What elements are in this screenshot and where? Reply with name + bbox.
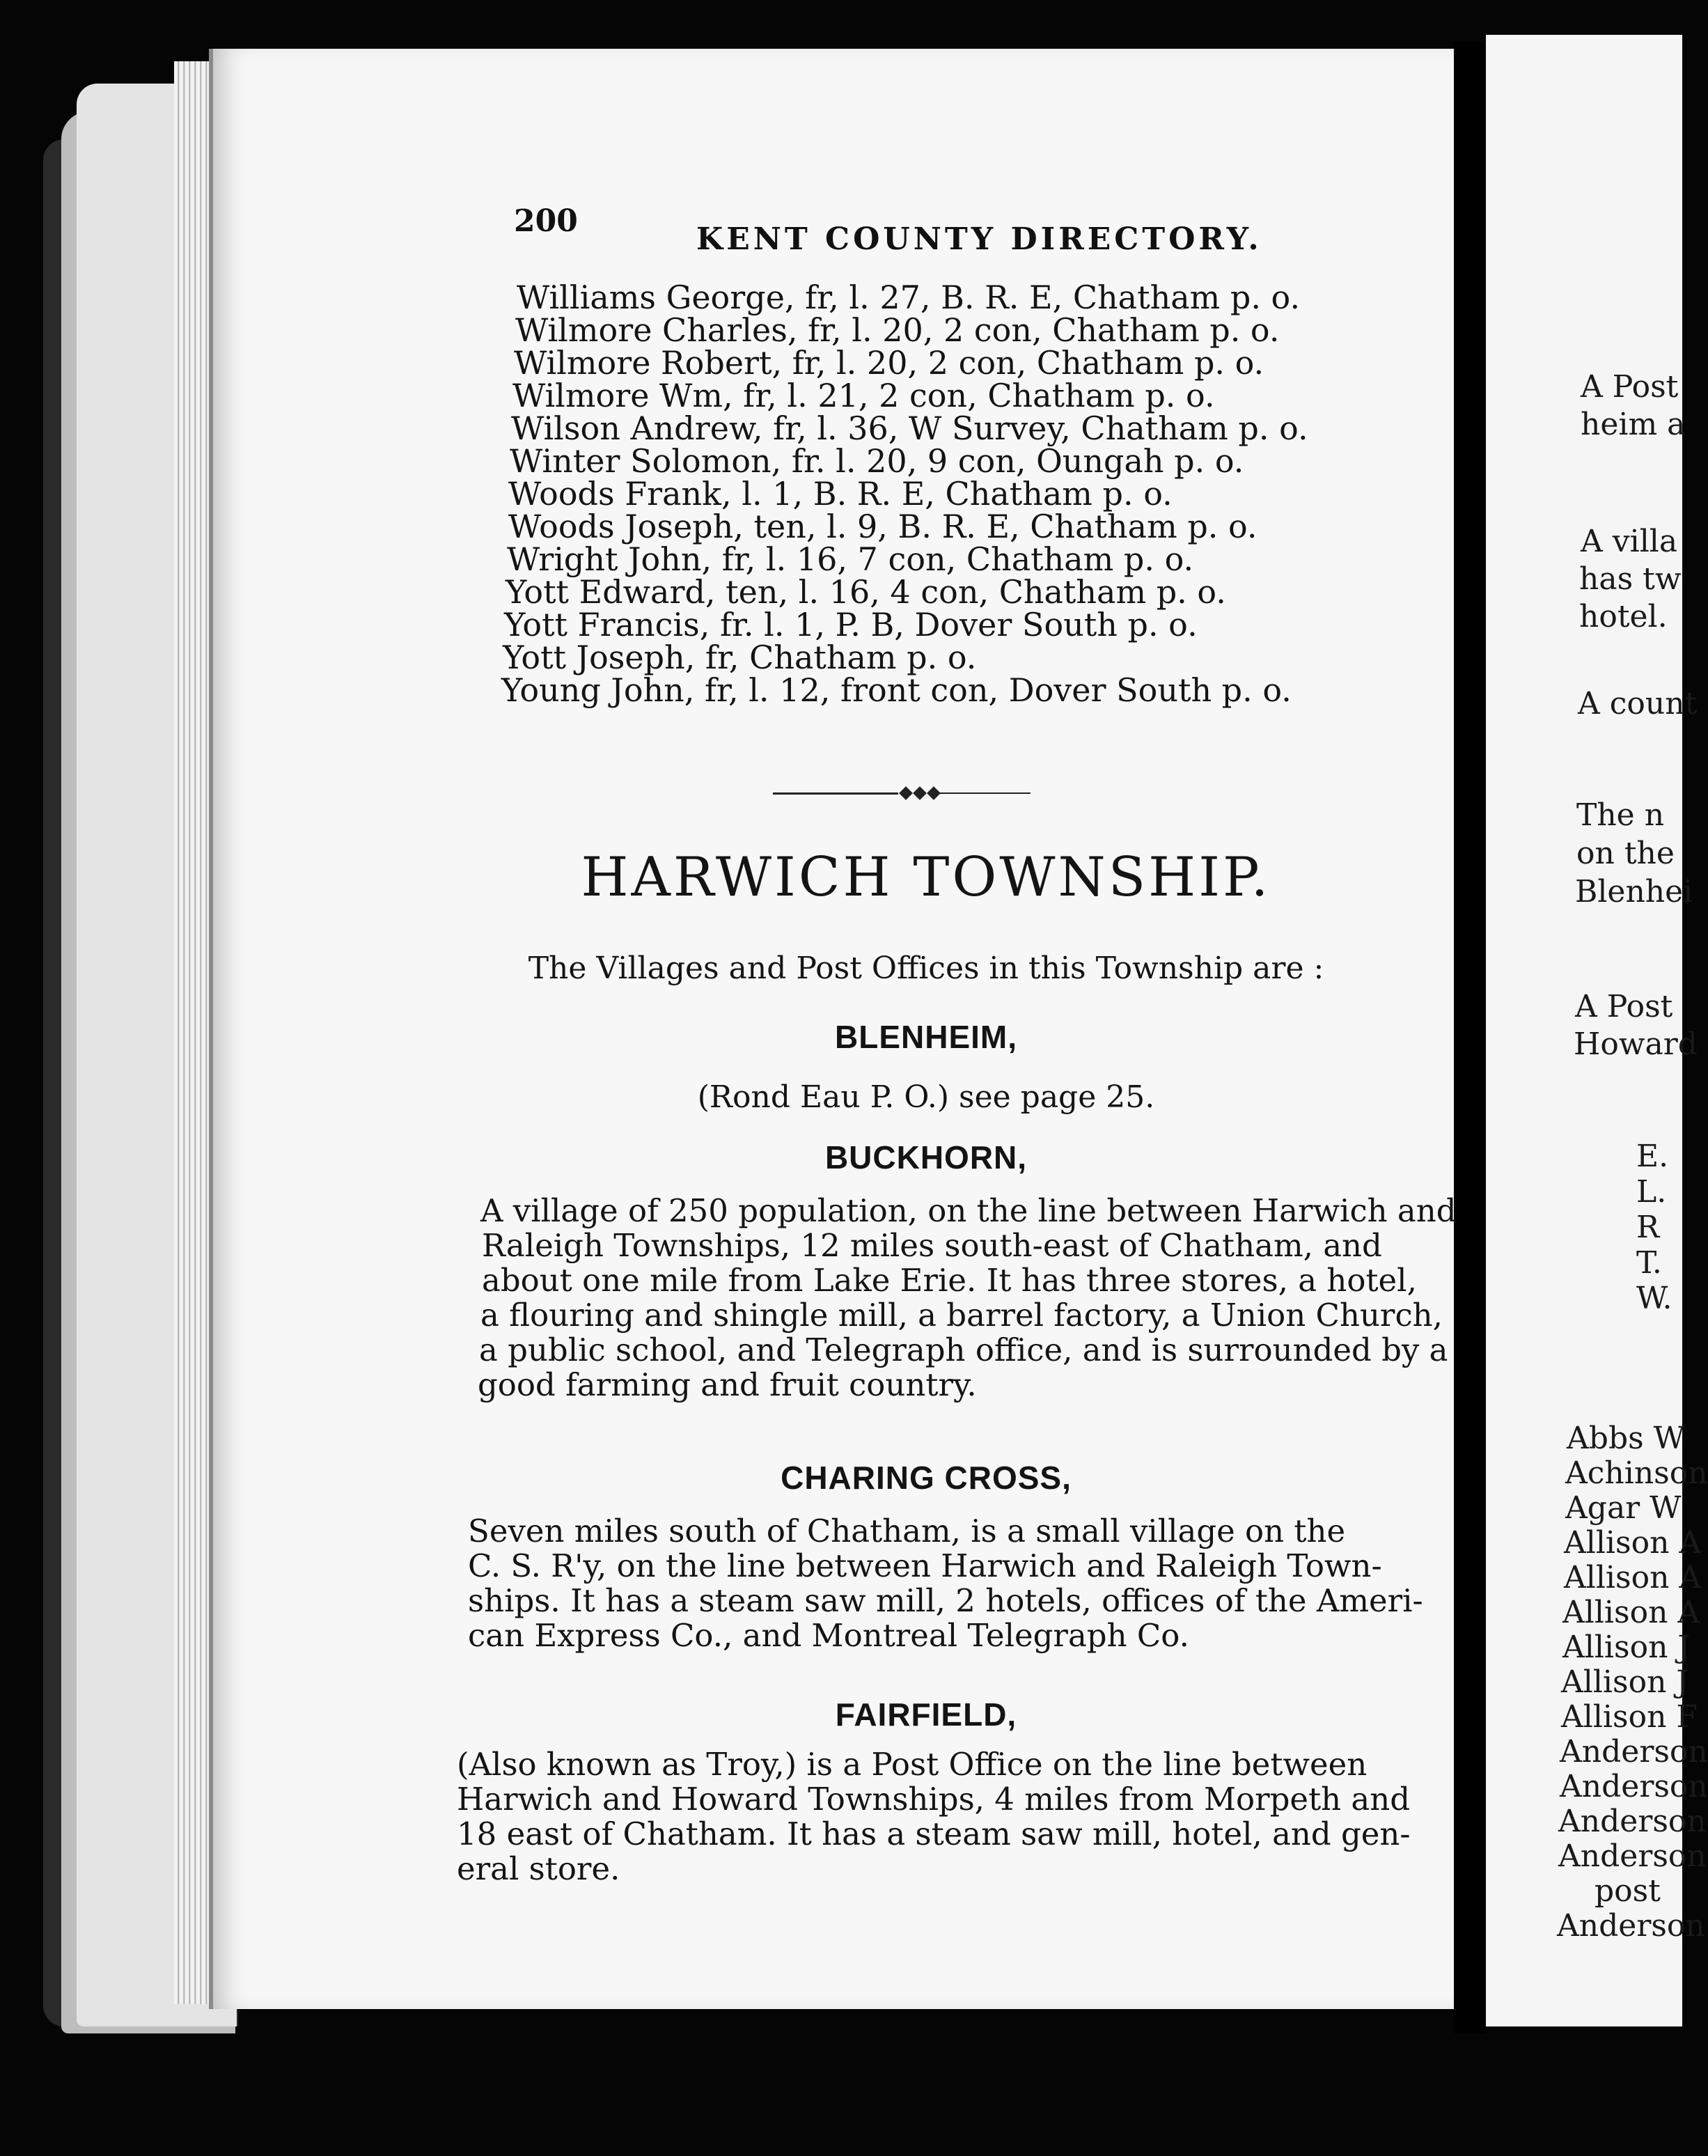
fragment: Anderson	[1560, 1769, 1708, 1804]
page-number: 200	[514, 203, 578, 239]
fragment: Anderson	[1558, 1804, 1707, 1839]
fragment: The n	[1576, 797, 1665, 833]
paragraph-line: Raleigh Townships, 12 miles south-east of Chatham, and	[482, 1227, 1382, 1264]
directory-entry: Woods Frank, l. 1, B. R. E, Chatham p. o.	[508, 475, 1173, 513]
fragment: Achinson	[1565, 1455, 1708, 1491]
paragraph-line: good farming and fruit country.	[478, 1366, 977, 1403]
directory-entry: Wright John, fr, l. 16, 7 con, Chatham p. o.	[507, 540, 1194, 578]
fragment: Howard	[1574, 1026, 1698, 1062]
fragment: Anderson	[1557, 1908, 1705, 1944]
paragraph-line: (Also known as Troy,) is a Post Office on the line between	[457, 1746, 1368, 1783]
section-intro: The Villages and Post Offices in this Township are :	[528, 951, 1324, 986]
fragment: Allison A	[1564, 1560, 1702, 1595]
paragraph-line: about one mile from Lake Erie. It has three stores, a hotel,	[482, 1262, 1417, 1299]
section-title: HARWICH TOWNSHIP.	[581, 846, 1271, 909]
fragment: heim a	[1581, 407, 1686, 442]
village-name-fairfield: FAIRFIELD,	[835, 1696, 1017, 1733]
book-gutter	[1454, 42, 1486, 2033]
directory-entry: Woods Joseph, ten, l. 9, B. R. E, Chatham p. o.	[508, 508, 1258, 545]
fragment: Allison J	[1561, 1664, 1689, 1700]
directory-entry: Yott Edward, ten, l. 16, 4 con, Chatham p. o.	[506, 573, 1226, 611]
fragment: Allison J	[1562, 1630, 1691, 1665]
fragment: E.	[1636, 1139, 1669, 1174]
directory-entry: Yott Francis, fr. l. 1, P. B, Dover South p. o.	[504, 606, 1198, 643]
fragment: Allison F	[1561, 1699, 1698, 1735]
directory-entry: Wilson Andrew, fr, l. 36, W Survey, Chatham p. o.	[511, 409, 1308, 447]
directory-entry: Wilmore Robert, fr, l. 20, 2 con, Chatham p. o.	[514, 344, 1264, 382]
fragment: post	[1595, 1873, 1661, 1909]
fragment: A villa	[1581, 524, 1678, 559]
village-name-buckhorn: BUCKHORN,	[824, 1139, 1028, 1175]
paragraph-line: A village of 250 population, on the line between Harwich and	[480, 1192, 1457, 1229]
village-name-blenheim: BLENHEIM,	[835, 1019, 1017, 1055]
fragment: Anderson	[1558, 1838, 1707, 1874]
directory-entry: Wilmore Charles, fr, l. 20, 2 con, Chatham p. o.	[515, 311, 1280, 349]
village-note-blenheim: (Rond Eau P. O.) see page 25.	[697, 1079, 1155, 1115]
paragraph-line: a public school, and Telegraph office, and is surrounded by a	[479, 1331, 1448, 1368]
fragment: R	[1636, 1210, 1660, 1245]
fragment: Abbs W	[1567, 1421, 1685, 1456]
fragment: T.	[1636, 1245, 1662, 1281]
paragraph-line: a flouring and shingle mill, a barrel factory, a Union Church,	[480, 1297, 1443, 1334]
village-name-charing-cross: CHARING CROSS,	[781, 1460, 1072, 1496]
directory-entry: Winter Solomon, fr. l. 20, 9 con, Oungah p. o.	[510, 442, 1244, 480]
paragraph-line: 18 east of Chatham. It has a steam saw mill, hotel, and gen-	[457, 1815, 1411, 1852]
fragment: on the	[1576, 836, 1675, 871]
paragraph-line: ships. It has a steam saw mill, 2 hotels, offices of the Ameri-	[468, 1582, 1423, 1619]
fragment: A Post	[1575, 989, 1673, 1024]
directory-entry: Young John, fr, l. 12, front con, Dover South p. o.	[501, 671, 1292, 709]
paragraph-line: eral store.	[457, 1850, 620, 1887]
paragraph-line: can Express Co., and Montreal Telegraph Co.	[468, 1617, 1189, 1654]
directory-entry: Wilmore Wm, fr, l. 21, 2 con, Chatham p. o.	[512, 377, 1215, 414]
fragment: L.	[1636, 1174, 1667, 1210]
fragment: Agar W	[1565, 1490, 1682, 1526]
paragraph-line: Seven miles south of Chatham, is a small village on the	[468, 1513, 1346, 1549]
fragment: has tw	[1579, 561, 1682, 597]
fragment: Allison A	[1562, 1595, 1700, 1630]
fragment: Anderson	[1560, 1734, 1708, 1770]
fragment: W.	[1636, 1281, 1672, 1316]
directory-entry: Williams George, fr, l. 27, B. R. E, Chatham p. o.	[517, 279, 1301, 316]
paragraph-line: C. S. R'y, on the line between Harwich and Raleigh Town-	[468, 1547, 1382, 1584]
paragraph-line: Harwich and Howard Townships, 4 miles from Morpeth and	[457, 1781, 1411, 1818]
directory-entry: Yott Joseph, fr, Chatham p. o.	[503, 639, 977, 676]
running-head: KENT COUNTY DIRECTORY.	[696, 221, 1262, 257]
fragment: A count	[1578, 686, 1698, 721]
fragment: A Post	[1581, 369, 1679, 405]
fragment: Blenhei	[1575, 874, 1693, 909]
fragment: hotel.	[1579, 599, 1668, 634]
fragment: Allison A	[1564, 1525, 1702, 1561]
